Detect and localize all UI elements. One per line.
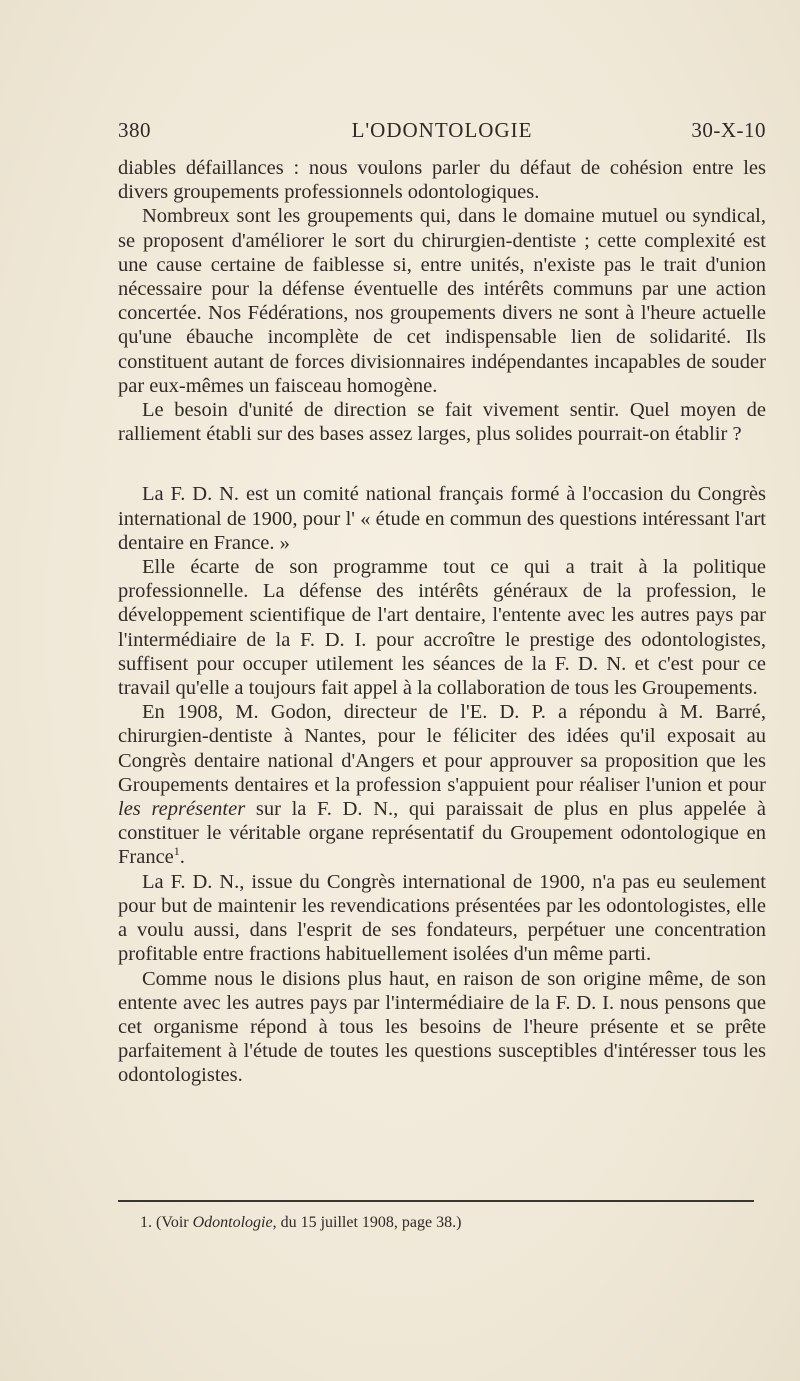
issue-date: 30-X-10 [691, 118, 766, 142]
article-body [118, 156, 766, 1088]
paragraph-6 [118, 700, 766, 869]
paragraph-2: Nombreux sont les groupements qui, dans le domaine mutuel ou syndical, se proposent d'améliorer le sort du chirurgien-dentiste ; cette complexité est une cause certaine de faiblesse si, entre unités, n'existe pas le trait d'union nécessaire pour la défense éventuelle des intérêts communs par une action concertée. Nos Fédérations, nos groupements divers ne sont à l'heure actuelle qu'une ébauche incomplète de cet indispensable lien de solidarité. Ils constituent autant de forces divisionnaires indépendantes incapables de souder par eux-mêmes un faisceau homogène. [118, 205, 766, 397]
paragraph-4: La F. D. N. est un comité national français formé à l'occasion du Congrès international de 1900, pour l' « étude en commun des questions intéressant l'art dentaire en France. » [118, 483, 766, 554]
page-number: 380 [118, 118, 151, 142]
running-header [118, 118, 766, 148]
paragraph-1: diables défaillances : nous voulons parler du défaut de cohésion entre les divers groupements professionnels odontologiques. [118, 157, 766, 204]
paragraph-6-text-b: sur la F. D. N., qui paraissait de plus en plus appelée à constituer le véritable organe représentatif du Groupement odontologique en France [118, 798, 766, 869]
footnote-text-a: (Voir [156, 1214, 193, 1231]
footnote-text-b: , du 15 juillet 1908, page 38.) [272, 1214, 462, 1231]
footnote-number: 1. [140, 1214, 152, 1231]
paragraph-5: Elle écarte de son programme tout ce qui a trait à la politique professionnelle. La défense des intérêts généraux de la profession, le développement scientifique de l'art dentaire, l'entente avec les autres pays par l'intermédiaire de la F. D. I. pour accroître le prestige des odontologistes, suffisent pour occuper utilement les séances de la F. D. N. et c'est pour ce travail qu'elle a toujours fait appel à la collaboration de tous les Groupements. [118, 556, 766, 700]
paragraph-6-italic: les représenter [118, 798, 246, 821]
paragraph-8: Comme nous le disions plus haut, en raison de son origine même, de son entente avec les autres pays par l'intermédiaire de la F. D. I. nous pensons que cet organisme répond à tous les besoins de l'heure présente et se prête parfaitement à l'étude de toutes les questions susceptibles d'intéresser tous les odontologistes. [118, 967, 766, 1087]
footnote-reference[interactable]: 1 [173, 844, 180, 859]
footnote [140, 1214, 461, 1232]
paragraph-3: Le besoin d'unité de direction se fait vivement sentir. Quel moyen de ralliement établi sur des bases assez larges, plus solides pourrait-on établir ? [118, 399, 766, 446]
footnote-italic: Odontologie [192, 1214, 273, 1231]
paragraph-6-text-end: . [179, 846, 185, 869]
footnote-divider [118, 1200, 754, 1202]
section-spacer [118, 446, 766, 482]
paragraph-6-text-a: En 1908, M. Godon, directeur de l'E. D. P. a répondu à M. Barré, chirurgien-dentiste à Nantes, pour le féliciter des idées qu'il exposait au Congrès dentaire national d'Angers et pour approuver sa proposition que les Groupements dentaires et la profession s'appuient pour réaliser l'union et pour [118, 701, 766, 796]
journal-title: L'ODONTOLOGIE [351, 118, 533, 142]
paragraph-7: La F. D. N., issue du Congrès international de 1900, n'a pas eu seulement pour but de maintenir les revendications présentées par les odontologistes, elle a voulu aussi, dans l'esprit de ses fondateurs, perpétuer une concentration profitable entre fractions habituellement isolées d'un même parti. [118, 870, 766, 966]
